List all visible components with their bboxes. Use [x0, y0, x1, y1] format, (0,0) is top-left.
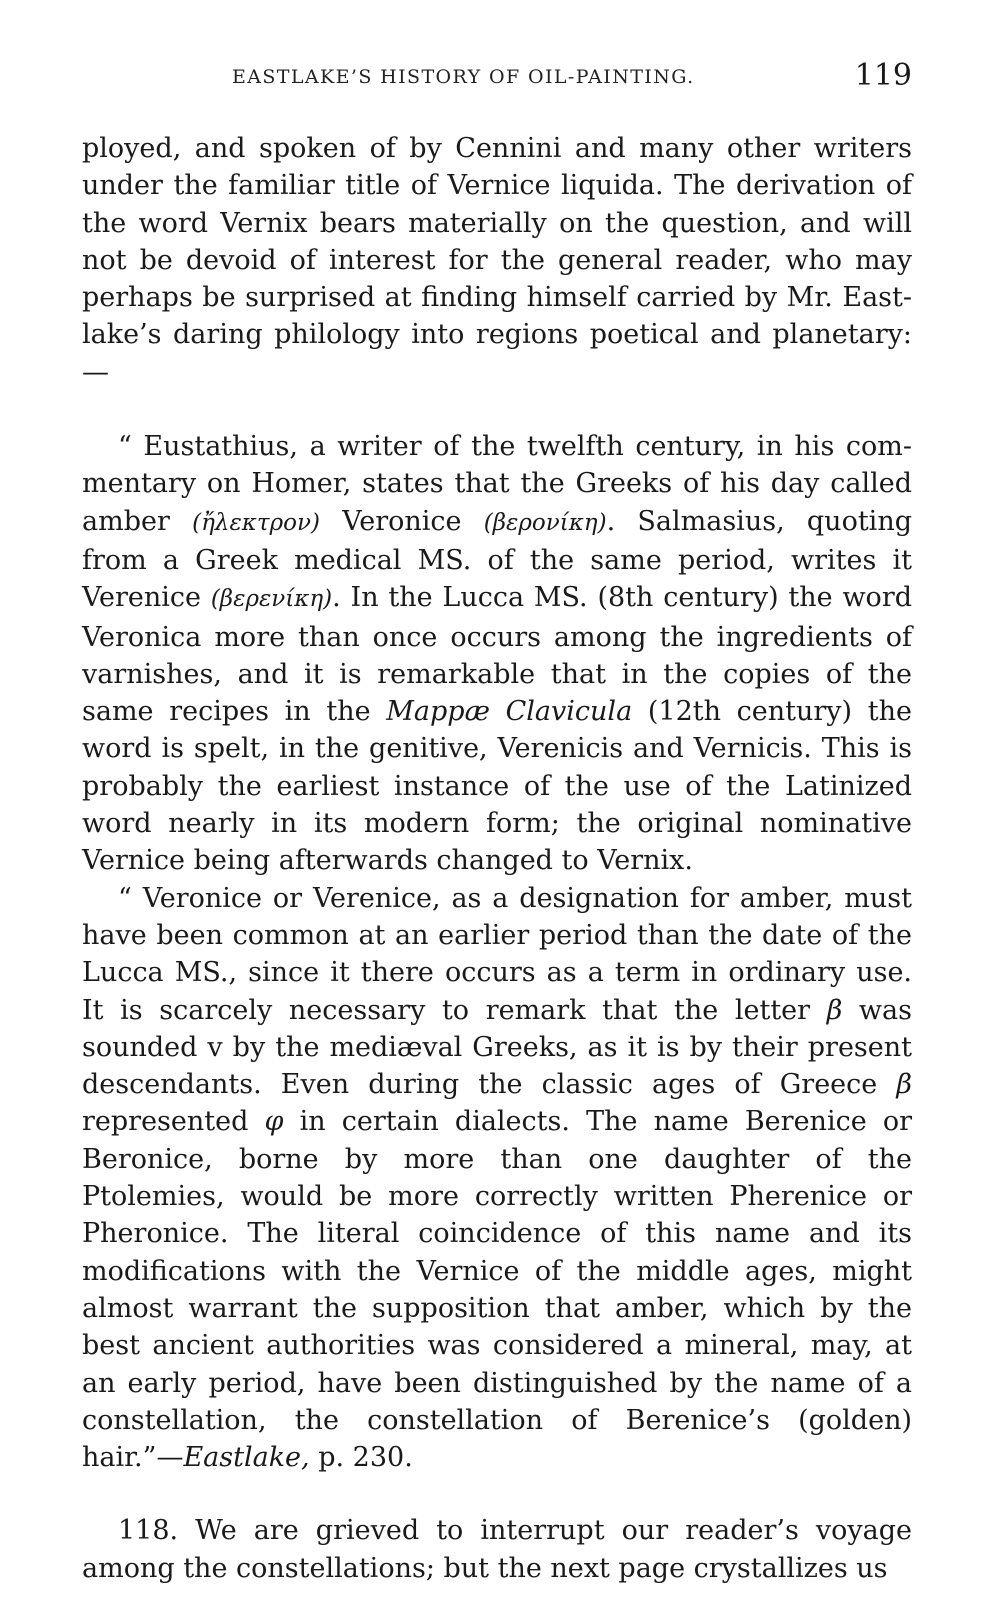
italic-title-mappae-clavicula: Mappæ Clavicula [386, 696, 633, 728]
text-segment: p. 230. [309, 1442, 413, 1474]
greek-letter-beta: β [826, 994, 843, 1026]
text-segment: Veronice [319, 505, 484, 537]
text-segment: (12th century) the word is spelt, in the genitive, Verenicis and Vernicis. This is probably the earliest instance of the use of the Latinized word nearly in its modern form; the original nominative Vernice being afterwards changed to Vernix. [82, 696, 912, 877]
paragraph-quote-veronice [82, 880, 912, 1477]
paragraph-opening: ployed, and spoken of by Cennini and many other writers under the familiar title of Vernice liquida. The derivation of the word Vernix bears materially on the question, and will not be devoid of interest for the general reader, who may perhaps be surprised at finding himself carried by Mr. Eastlake’s daring philology into regions poetical and planetary:— [82, 133, 912, 388]
text-segment: . In the Lucca MS. (8th century) the word Veronica more than once occurs among the ingredients of varnishes, and it is remarkable that in the copies of the same recipes in the [82, 582, 913, 728]
text-segment: was sounded v by the mediæval Greeks, as it is by their present descendants. Even during the classic ages of Greece [82, 994, 912, 1101]
body-text [82, 130, 912, 1587]
text-segment: “ Veronice or Verenice, as a designation for amber, must have been common at an earlier period than the date of the Lucca MS., since it there occurs as a term in ordinary use. It is scarcely necessary to remark that the letter [82, 882, 912, 1026]
text-segment: in certain dialects. The name Berenice or Beronice, borne by more than one daughter of the Ptolemies, would be more correctly written Pherenice or Pheronice. The literal coincidence of this name and its modifications with the Vernice of the middle ages, might almost warrant the supposition that amber, which by the best ancient authorities was considered a mineral, may, at an early period, have been distinguished by the name of a constellation, the constellation of Berenice’s (golden) hair.”— [82, 1106, 912, 1474]
greek-term-elektron: (ἤλεκτρον) [192, 509, 320, 536]
paragraph-section-118: 118. We are grieved to interrupt our reader’s voyage among the constellations; but the next page crystallizes us [82, 1515, 912, 1584]
running-title: EASTLAKE’S HISTORY OF OIL-PAINTING. [232, 66, 695, 88]
paragraph-quote-eustathius [82, 428, 912, 880]
text-segment: “ Eustathius, a writer of the twelfth century, in his commentary on Homer, states that the Greeks of his day called amber [82, 431, 912, 537]
text-segment: represented [82, 1106, 265, 1138]
page-number: 119 [854, 58, 912, 93]
page-header [80, 58, 912, 98]
greek-term-berenike: (βερενίκη) [210, 586, 333, 613]
text-segment: . Salmasius, quoting from a Greek medical MS. of the same period, writes it Verenice [82, 505, 912, 614]
greek-term-beronike: (βερονίκη) [483, 509, 607, 536]
greek-letter-beta: β [896, 1069, 912, 1101]
attribution-eastlake: Eastlake, [183, 1442, 310, 1474]
greek-letter-phi: φ [264, 1106, 284, 1138]
